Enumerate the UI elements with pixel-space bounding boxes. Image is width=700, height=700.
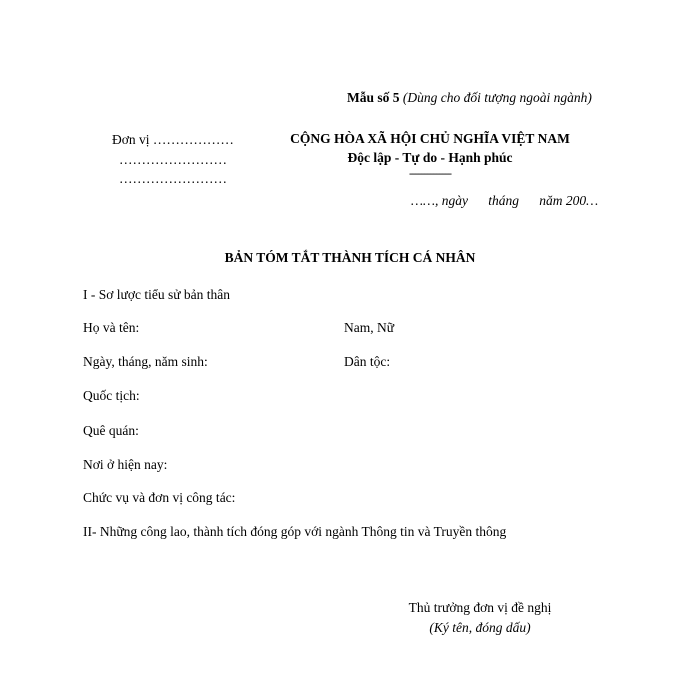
residence-label: Nơi ở hiện nay: [83, 457, 168, 472]
unit-line-3: …………………… [119, 171, 227, 186]
country-name: CỘNG HÒA XÃ HỘI CHỦ NGHĨA VIỆT NAM [290, 131, 570, 146]
document-title: BẢN TÓM TẮT THÀNH TÍCH CÁ NHÂN [224, 250, 476, 265]
nationality-label: Quốc tịch: [83, 388, 140, 403]
ethnicity-label: Dân tộc: [344, 354, 391, 369]
national-motto: Độc lập - Tự do - Hạnh phúc [347, 150, 513, 165]
birth-date-label: Ngày, tháng, năm sinh: [83, 354, 208, 369]
section-2-heading: II- Những công lao, thành tích đóng góp với ngành Thông tin và Truyền thông [83, 524, 507, 539]
unit-line-2: …………………… [119, 152, 227, 167]
form-number [347, 90, 592, 106]
signature-title: Thủ trưởng đơn vị đề nghị [408, 600, 552, 615]
signature-note: (Ký tên, đóng dấu) [429, 620, 531, 635]
unit-label: Đơn vị ……………… [112, 132, 234, 147]
position-label: Chức vụ và đơn vị công tác: [83, 490, 236, 505]
date-line: ……, ngày tháng năm 200… [411, 193, 599, 208]
hometown-label: Quê quán: [83, 423, 139, 438]
form-usage-note: (Dùng cho đối tượng ngoài ngành) [402, 90, 592, 105]
header-rule: -------------- [409, 166, 451, 180]
full-name-label: Họ và tên: [83, 320, 140, 335]
gender-label: Nam, Nữ [344, 320, 395, 335]
section-1-heading: I - Sơ lược tiểu sử bản thân [83, 287, 231, 302]
form-number-label: Mẫu số 5 [347, 90, 400, 105]
